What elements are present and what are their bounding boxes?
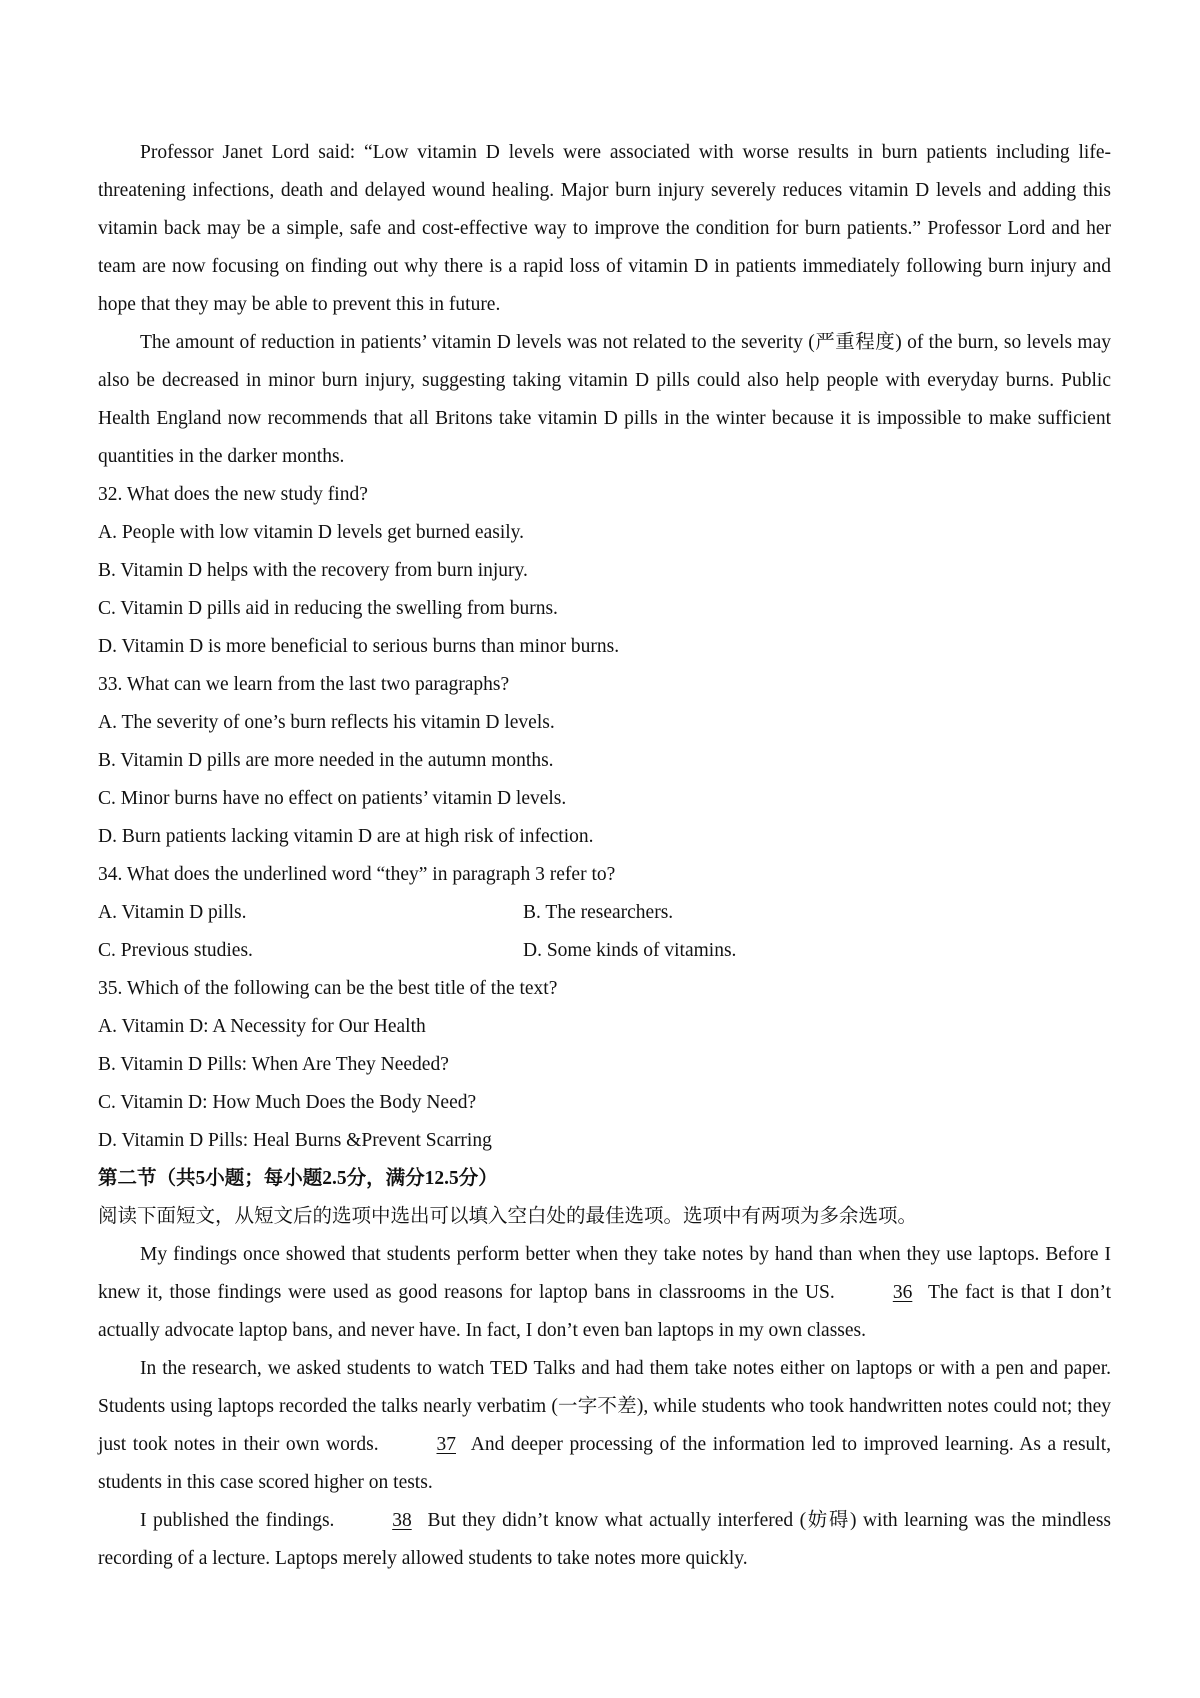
section-instruction: 阅读下面短文，从短文后的选项中选出可以填入空白处的最佳选项。选项中有两项为多余选项。 bbox=[98, 1206, 918, 1227]
option-d: D. Burn patients lacking vitamin D are at high risk of infection. bbox=[98, 826, 594, 847]
question-32 bbox=[98, 476, 1111, 666]
passage-paragraph-2: The amount of reduction in patients’ vitamin D levels was not related to the severity (严重程度) of the burn, so levels may also be decreased in minor burn injury, suggesting taking vitamin D pills could also help people with everyday burns. Public Health England now recommends that all Britons take vitamin D pills in the winter because it is impossible to make sufficient quantities in the darker months. bbox=[98, 332, 1111, 467]
question-stem: 34. What does the underlined word “they” in paragraph 3 refer to? bbox=[98, 864, 616, 885]
paragraph-text: The fact is that I don’t actually advocate laptop bans, and never have. In fact, I don’t even ban laptops in my own classes. bbox=[98, 1282, 1112, 1341]
option-a: A. The severity of one’s burn reflects his vitamin D levels. bbox=[98, 712, 555, 733]
question-35 bbox=[98, 970, 1111, 1160]
paragraph-text: I published the findings. bbox=[140, 1510, 335, 1531]
option-c: C. Minor burns have no effect on patients’ vitamin D levels. bbox=[98, 788, 567, 809]
cloze-paragraph-2 bbox=[98, 1350, 1111, 1502]
option-c: C. Vitamin D: How Much Does the Body Need? bbox=[98, 1092, 477, 1113]
option-b: B. The researchers. bbox=[523, 902, 674, 923]
option-d: D. Some kinds of vitamins. bbox=[523, 940, 737, 961]
cloze-paragraph-1 bbox=[98, 1236, 1111, 1350]
passage-paragraph-1: Professor Janet Lord said: “Low vitamin D levels were associated with worse results in burn patients including life-threatening infections, death and delayed wound healing. Major burn injury severely reduces vitamin D levels and adding this vitamin back may be a simple, safe and cost-effective way to improve the condition for burn patients.” Professor Lord and her team are now focusing on finding out why there is a rapid loss of vitamin D in patients immediately following burn injury and hope that they may be able to prevent this in future. bbox=[98, 142, 1111, 315]
paragraph-text: My findings once showed that students perform better when they take notes by hand than when they use laptops. Before I knew it, those findings were used as good reasons for laptop bans in classrooms in the US. bbox=[98, 1244, 1111, 1303]
blank-38: 38 bbox=[392, 1510, 412, 1531]
option-a: A. Vitamin D pills. bbox=[98, 902, 247, 923]
paragraph-text: And deeper processing of the information led to improved learning. As a result, students in this case scored higher on tests. bbox=[98, 1434, 1111, 1493]
option-b: B. Vitamin D Pills: When Are They Needed? bbox=[98, 1054, 449, 1075]
question-33 bbox=[98, 666, 1111, 856]
exam-page bbox=[98, 134, 1111, 1578]
question-stem: 35. Which of the following can be the best title of the text? bbox=[98, 978, 558, 999]
option-d: D. Vitamin D is more beneficial to serious burns than minor burns. bbox=[98, 636, 620, 657]
option-b: B. Vitamin D pills are more needed in the autumn months. bbox=[98, 750, 554, 771]
options-row-2 bbox=[98, 932, 1111, 970]
question-stem: 33. What can we learn from the last two paragraphs? bbox=[98, 674, 510, 695]
paragraph-text: But they didn’t know what actually interfered (妨碍) with learning was the mindless recording of a lecture. Laptops merely allowed students to take notes more quickly. bbox=[98, 1510, 1111, 1569]
cloze-paragraph-3 bbox=[98, 1502, 1111, 1578]
section-heading: 第二节（共5小题；每小题2.5分，满分12.5分） bbox=[98, 1168, 498, 1189]
question-34 bbox=[98, 856, 1111, 970]
option-d: D. Vitamin D Pills: Heal Burns &Prevent Scarring bbox=[98, 1130, 492, 1151]
blank-37: 37 bbox=[436, 1434, 456, 1455]
question-stem: 32. What does the new study find? bbox=[98, 484, 368, 505]
options-row-1 bbox=[98, 894, 1111, 932]
option-a: A. Vitamin D: A Necessity for Our Health bbox=[98, 1016, 426, 1037]
paragraph-text: In the research, we asked students to watch TED Talks and had them take notes either on laptops or with a pen and paper. Students using laptops recorded the talks nearly verbatim (一字不差), while students who took handwritten notes could not; they just took notes in their own words. bbox=[98, 1358, 1111, 1455]
blank-36: 36 bbox=[892, 1282, 913, 1303]
option-b: B. Vitamin D helps with the recovery from burn injury. bbox=[98, 560, 528, 581]
option-c: C. Vitamin D pills aid in reducing the swelling from burns. bbox=[98, 598, 558, 619]
option-a: A. People with low vitamin D levels get burned easily. bbox=[98, 522, 525, 543]
option-c: C. Previous studies. bbox=[98, 940, 253, 961]
